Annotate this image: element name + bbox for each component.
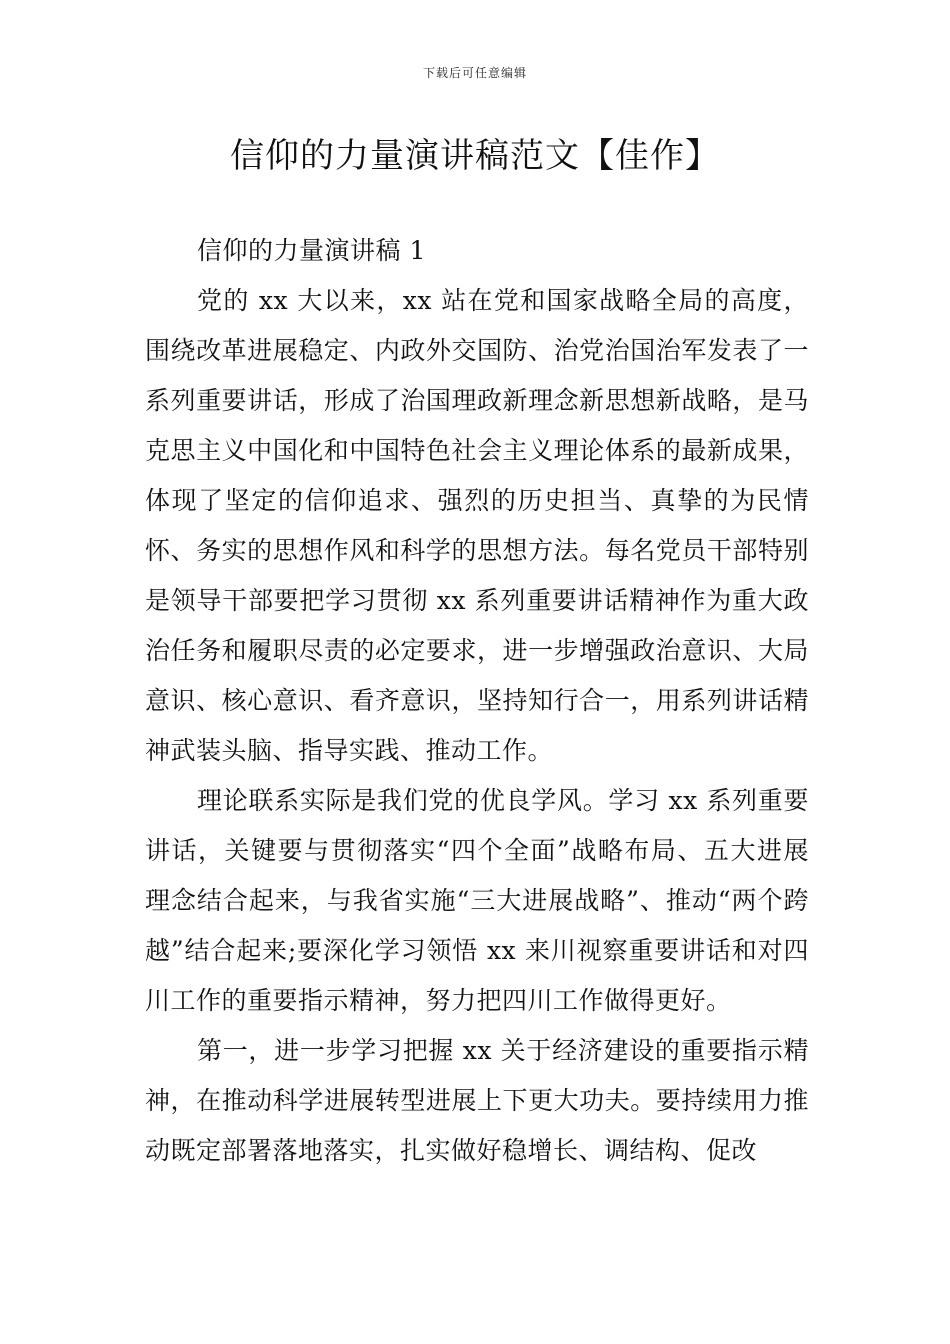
header-note: 下载后可任意编辑 [422, 66, 527, 80]
paragraph-2: 理论联系实际是我们党的优良学风。学习 xx 系列重要讲话，关键要与贯彻落实“四个全面”战略布局、五大进展理念结合起来，与我省实施“三大进展战略”、推动“两个跨越”结合起来;要深化学习领悟 xx 来川视察重要讲话和对四川工作的重要指示精神，努力把四川工作做得更好。 [145, 786, 809, 1015]
paragraph-3: 第一，进一步学习把握 xx 关于经济建设的重要指示精神，在推动科学进展转型进展上下更大功夫。要持续用力推动既定部署落地落实，扎实做好稳增长、调结构、促改 [145, 1036, 809, 1165]
paragraph-1: 党的 xx 大以来，xx 站在党和国家战略全局的高度，围绕改革进展稳定、内政外交国防、治党治国治军发表了一系列重要讲话，形成了治国理政新理念新思想新战略，是马克思主义中国化和中国特色社会主义理论体系的最新成果，体现了坚定的信仰追求、强烈的历史担当、真挚的为民情怀、务实的思想作风和科学的思想方法。每名党员干部特别是领导干部要把学习贯彻 xx 系列重要讲话精神作为重大政治任务和履职尽责的必定要求，进一步增强政治意识、大局意识、核心意识、看齐意识，坚持知行合一，用系列讲话精神武装头脑、指导实践、推动工作。 [145, 286, 809, 765]
document-body [145, 226, 809, 1176]
document-title: 信仰的力量演讲稿范文【佳作】 [230, 136, 720, 176]
speech-subheading: 信仰的力量演讲稿 1 [197, 236, 426, 265]
